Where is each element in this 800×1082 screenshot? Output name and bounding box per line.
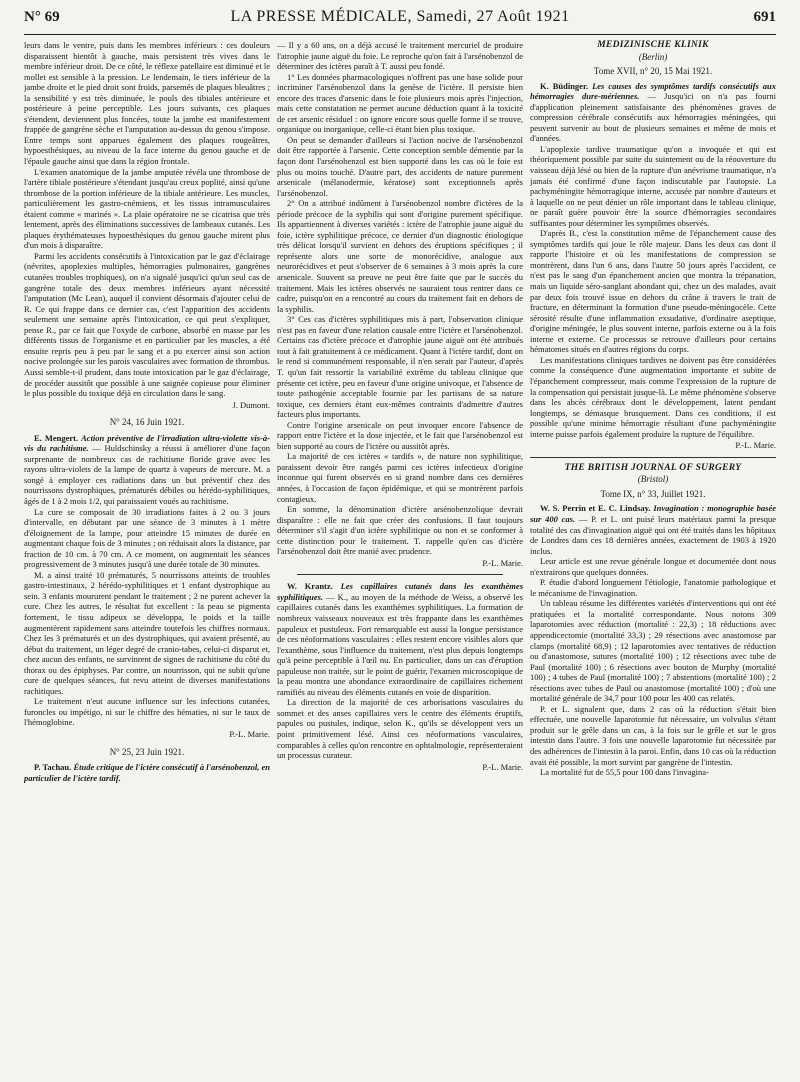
paragraph: Leur article est une revue générale longue et documentée dont nous n'extrairons que quelques données. [530, 556, 776, 577]
paragraph: leurs dans le ventre, puis dans les membres inférieurs : ces douleurs disparaissent bientôt à gauche, mais persistent très vives dans le membre inférieur droit. De ce côté, le réflexe patellaire est diminué et le mollet est sensible à la pression. Le lendemain, le tiers inférieur de la jambe droite et le pied droit sont froids, parsemés de plaques bleuâtres ; la sensibilité y est très diminuée, le pouls des tibiales antérieure et postérieure à peine perceptible. Les jours suivants, ces plaques s'étendent, deviennent plus foncées, toute la jambe est manifestement frappée de gangrène sèche et l'amputation au-dessus du genou s'impose. Entre temps sont apparues également des plaques rougeâtres, hypoesthésiques, au niveau de la face interne du genou gauche et de l'épaule gauche ainsi que dans la région frontale. [24, 40, 270, 167]
paragraph: 2° On a attribué indûment à l'arsénobenzol nombre d'ictères de la période précoce de la syphilis qui sont d'origine purement spécifique. Ils appartiennent à diverses variétés : ictère de l'atrophie jaune aiguë du foie, ictère syphilitique précoce, ce dernier d'un diagnostic étiologique très délicat lorsqu'il survient en dehors des éruptions spécifiques ; il représente alors une sorte de monorécidive, analogue aux neurorécidives et peut s'observer de 6 semaines à 3 mois après la cure arsenicale. Souvent sa preuve ne peut être faite que par le succès du traitement. Mais les ictères observés ne sauraient tous rentrer dans ce cadre, puisqu'on en a rencontré au cours du traitement fait en dehors de la syphilis. [277, 198, 523, 314]
issue-number: N° 69 [24, 9, 60, 25]
article-title: Les capillaires cutanés dans les exanthèmes syphilitiques. [277, 581, 523, 602]
paragraph: La mortalité fut de 55,5 pour 100 dans l'invagina- [540, 767, 709, 778]
article-intro [24, 433, 270, 507]
page-header [24, 6, 776, 35]
signature: P.-L. Marie. [735, 440, 776, 451]
paragraph: — Il y a 60 ans, on a déjà accusé le traitement mercuriel de produire l'atrophie jaune aiguë du foie. Le reproche qu'on fait à l'arsénobenzol de déterminer des ictères paraît à T. aussi peu fondé. [277, 40, 523, 72]
issue-heading: Tome XVII, n° 20, 15 Mai 1921. [593, 66, 713, 77]
article-author: P. Tachau. [34, 762, 72, 773]
article-author: E. Mengert. [34, 432, 79, 443]
paragraph: Un tableau résume les différentes variétés d'interventions qui ont été pratiquées et la mortalité correspondante. Nous notons 309 laparotomies avec réduction (mortalité : 22,3) ; 18 réductions avec appendicectomie (mortalité 33,3) ; 29 résections avec anastomose par clamps (mortalité 68,9) ; 12 laparotomies avec tentatives de réduction ou d'anastomose, sutures (mortalité 100) ; 12 résections avec tube de Paul (mortalité 100) ; 6 résections avec bouton de Murphy (mortalité 100) ; 4 tubes de Paul (mortalité 100) ; 7 abstentions (mortalité 100) ; 2 résections avec tubes de Paul ou anastomose (mortalité 100) ; d'où une mortalité générale de 34,7 pour 100 pour les 400 cas relatés. [530, 598, 776, 704]
divider [297, 574, 503, 575]
article-intro [277, 581, 523, 697]
paragraph: P. et L. signalent que, dans 2 cas où la réduction s'était bien effectuée, une nouvelle laparotomie fut nécessaire, un volvulus s'étant produit sur le grêle dans un cas, à la fois sur le grêle et sur le gros intestin dans l'autre. 3 fois une nouvelle laparotomie fut nécessitée par des adhérences de l'intestin à la paroi. Enfin, dans 10 cas où la réduction avait été possible, la mort survint par gangrène de l'intestin. [530, 703, 776, 767]
paragraph: P. étudie d'abord longuement l'étiologie, l'anatomie pathologique et le mécanisme de l'invagination. [530, 577, 776, 598]
article-text: — P. et L. ont puisé leurs matériaux parmi la presque totalité des cas d'invagination aiguë qui ont été traités dans les hôpitaux de Londres dans ces 18 dernières années, exactement de 1903 à 1920 inclus. [530, 513, 776, 556]
article-title: Les causes des symptômes tardifs consécutifs aux hémorragies dure-mériennes. [530, 80, 776, 102]
journal-name: MEDIZINISCHE KLINIK [597, 40, 709, 50]
paragraph: 3° Ces cas d'ictères syphilitiques mis à part, l'observation clinique n'est pas en faveur d'une relation causale entre l'ictère et l'arsénobenzol. Certains cas d'ictère précoce et d'atrophie jaune aiguë ont été attribués tout à fait gratuitement à ce médicament. Quant à l'ictère tardif, dont on le rend si communément responsable, il n'en serait par l'auteur, d'après T. qu'un fait ressortir la variabilité extrême du tableau clinique que présente cet ictère, peu en faveur d'une origine univoque, et l'absence de toute pathogénie acceptable fournie par les partisans de sa nature toxique, ces derniers étant eux-mêmes contraints d'admettre d'autres facteurs plus importants. [277, 314, 523, 420]
column-3 [530, 40, 776, 1078]
paragraph: Parmi les accidents consécutifs à l'intoxication par le gaz d'éclairage (névrites, apoplexies multiples, hémorragies pulmonaires, gangrènes cutanées troubles trophiques), on n'a signalé jusqu'ici qu'un seul cas de gangrène totale des deux membres inférieurs ayant nécessité l'amputation (Mc Lean), auquel il convient désormais d'ajouter celui de R. Ce qui frappe dans ce dernier cas, c'est l'apparition des accidents seulement une semaine après l'intoxication, ce qui peut s'expliquer, pense R., par ce fait que l'oxyde de carbone, absorbé en masse par les différents tissus de l'organisme et en particulier par les muscles, a été ensuite repris peu à peu par le sang et a pu exercer ainsi son action nocive prolongée sur les parois vasculaires avec formation de thrombus. Aussi semble-t-il prudent, dans toute intoxication par le gaz d'éclairage, de procéder aussitôt que possible à une saignée copieuse pour éliminer le plus possible du toxique déjà en circulation dans le sang. [24, 250, 270, 399]
issue-heading: N° 25, 23 Juin 1921. [109, 746, 185, 757]
paragraph: L'examen anatomique de la jambe amputée révéla une thrombose de l'artère tibiale postérieure s'étendant jusqu'au creux poplité, ainsi qu'une thrombose de la portion inférieure de la tibiale antérieure. Les muscles, particulièrement les gastro-cnémiens, et les tissus intramusculaires étaient comme « marinés ». La plaie opératoire ne se cicatrisa que très lentement, après des éliminations successives de lambeaux cutanés. Les plaques érythémateuses hypoesthésiques du genou gauche mirent plus d'un mois à disparaître. [24, 166, 270, 251]
paragraph: On peut se demander d'ailleurs si l'action nocive de l'arsénobenzol doit être rapportée à l'arsenic. Cette conception semble démentie par la façon dont l'arsénobenzol est bien supporté dans les cas où le foie est plus ou moins touché. D'autre part, des accidents de nature purement arsenicale (mélanodermie, kératose) sont exceptionnels après l'arsénobenzol. [277, 134, 523, 198]
paragraph: Le traitement n'eut aucune influence sur les infections cutanées, furoncles ou impétigo, ni sur le chiffre des hématies, ni sur le taux de l'hémoglobine. [24, 696, 270, 728]
article-text: — K., au moyen de la méthode de Weiss, a observé les capillaires cutanés dans les exanthèmes syphilitiques. La formation de nombreux vaisseaux nouveaux est très frappante dans les exanthèmes papuleux et pustuleux. Fort remarquable est aussi la longue persistance de ces néoformations vasculaires : elles restent encore visibles alors que l'exanthème, sous l'influence du traitement, n'est plus depuis longtemps qu'à peine perceptible à l'œil nu. En particulier, dans un cas d'éruption papuleuse non traitée, sur le point de guérir, l'examen microscopique de la peau montra une abondance extraordinaire de capillaires richement ramifiés au niveau des éléments cutanés en voie de disparition. [277, 591, 523, 697]
paragraph: En somme, la dénomination d'ictère arsénobenzolique devrait disparaître : elle ne fait que créer des confusions. Il faut toujours déterminer s'il s'agit d'un ictère syphilitique ou non et se conformer à cette distinction pour le traitement. T. rappelle qu'en cas d'ictère l'arsénobenzol doit être manié avec prudence. [277, 504, 523, 557]
paragraph: La cure se composait de 30 irradiations faites à 2 ou 3 jours d'intervalle, en débutant par une séance de 3 minutes à 1 mètre d'éloignement de la lampe, pour atteindre 15 minutes de durée en augmentant chaque fois de 3 minutes ; on réduisait alors la distance, par fraction de 10 cm. à 70 cm. A ce moment, on augmentait les séances progressivement de 3 minutes jusqu'à une durée totale de 30 minutes. [24, 506, 270, 570]
paragraph: L'apoplexie tardive traumatique qu'on a invoquée et qui est théoriquement possible par suite du suintement ou de la réouverture du vaisseau déjà lésé ou bien de la rupture d'un anévrisme traumatique, n'a jamais été confirmé d'une façon indiscutable par l'autopsie. La pachyméningite hémorragique interne, accusée par nombre d'auteurs et à laquelle on ne peut dénier un rôle important dans le tableau clinique, ne paraît guère pouvoir être la source d'hémorragies secondaires suffisantes pour déterminer les symptômes observés. [530, 143, 776, 228]
paragraph: M. a ainsi traité 10 prématurés, 5 nourrissons atteints de troubles gastro-intestinaux, 2 hérédo-syphilitiques et 1 enfant dystrophique au sein. 3 enfants moururent pendant le traitement ; 2 ne purent achever la cure. Chez les autres, le résultat fut excellent : la peau se pigmenta fortement, le tissu adipeux se développa, le poids et la taille augmentèrent rapidement sans atteindre toutefois les chiffres normaux. Chez les 3 prématurés et un des dystrophiques, qui avaient présenté, au début du traitement, un léger degré de cranio-tabes, celui-ci disparut et, chez aucun des enfants, ne survinrent de signes de rachitisme du côté du thorax ou des épiphyses. Par contre, un nourrisson, qui ne subit qu'une cure de quelques séances, fut revu atteint de diverses manifestations rachitiques. [24, 569, 270, 696]
issue-heading: N° 24, 16 Juin 1921. [109, 417, 185, 428]
signature: P.-L. Marie. [482, 761, 523, 772]
article-title: Étude critique de l'ictère consécutif à l'arsénobenzol, en particulier de l'ictère tardif. [24, 762, 270, 783]
signature: P.-L. Marie. [482, 557, 523, 568]
paragraph: 1° Les données pharmacologiques n'offrent pas une base solide pour incriminer l'arsénobenzol dans la genèse de l'ictère. Il persiste bien encore des traces d'arsenic dans le foie plusieurs mois après l'injection, mais cette constatation ne permet aucune déduction quant à la toxicité de cet arsenic résiduel : on ignore encore sous quelle forme il se trouve, organique ou inorganique, celle-ci étant bien plus toxique. [277, 71, 523, 135]
column-2 [277, 40, 523, 1078]
article-author: W. S. Perrin et E. C. Lindsay. [540, 503, 651, 514]
issue-heading: Tome IX, n° 33, Juillet 1921. [600, 488, 706, 499]
article-author: K. Büdinger. [540, 80, 589, 91]
signature: P.-L. Marie. [229, 729, 270, 739]
page-number: 691 [753, 9, 776, 25]
article-title: Invagination : monographie basée sur 400 cas. [530, 503, 776, 524]
journal-name: THE BRITISH JOURNAL OF SURGERY [530, 457, 776, 474]
journal-title: LA PRESSE MÉDICALE, Samedi, 27 Août 1921 [230, 8, 570, 25]
article-text: — Jusqu'ici on n'a pas fourni d'application pleinement satisfaisante des phénomènes graves de compression cérébrale consécutifs aux hémorragies méningées, qui peuvent survenir au bout de plusieurs semaines et même de mois et d'années. [530, 91, 776, 144]
signature: J. Dumont. [232, 399, 270, 410]
article-title: Action préventive de l'irradiation ultra-violette vis-à-vis du rachitisme. [24, 432, 270, 454]
article-intro [530, 81, 776, 144]
journal-city: (Berlin) [638, 51, 668, 62]
article-text: — Huldschinsky a réussi à améliorer d'une façon surprenante de nombreux cas de rachitisme floride grave avec les rayons ultra-violets de la lampe de quartz à vapeurs de mercure. M. a songé à employer ces radiations dans un but préventif chez des nourrissons dystrophiques, prématurés débiles ou hérédo-syphilitiques, âgés de 1 à 2 mois 1/2, qui paraissaient voués au rachitisme. [24, 443, 270, 506]
article-intro [24, 762, 270, 783]
paragraph: La majorité de ces ictères « tardifs », de nature non syphilitique, paraissent devoir être rangés parmi ces ictères infectieux d'origine inconnue qui furent observés en si grand nombre dans ces dernières années, à l'occasion de façon épidémique, et qui se montrèrent parfois contagieux. [277, 451, 523, 504]
paragraph: Les manifestations cliniques tardives ne doivent pas être considérées comme la conséquence d'une augmentation importante et subite de l'épanchement compresseur, mais comme l'expression de la rupture de la compensation qui persistait jusque-là. Le même phénomène s'observe dans les abcès cérébraux dont le développement, latent pendant longtemps, se démasque brusquement. Dans ces conditions, il est possible qu'une minime hémorragie résultant d'une pachyméningite interne puisse parfois également produire la rupture de l'équilibre. [530, 354, 776, 439]
column-1 [24, 40, 270, 1078]
paragraph: Contre l'origine arsenicale on peut invoquer encore l'absence de rapport entre l'ictère et la dose injectée, et le fait que l'arsénobenzol est bien supporté au cours de l'ictère ou aussitôt après. [277, 419, 523, 451]
paragraph: D'après B., c'est la constitution même de l'épanchement cause des symptômes tardifs qui joue le rôle majeur. Dans les deux cas dont il rapporte l'histoire et où les manifestations de compression se montrèrent, dans l'un 6 ans, dans l'autre 50 jours après l'accident, ce n'est pas le sang d'un épanchement ancien que montra la trépanation, mais un liquide séro-sanglant abondant qui, chez un des malades, avait par deux fois trouvé issue en dehors du crâne à travers le trait de fracture, en déterminant la formation d'une pseudo-méningocèle. Cette sérosité résulte d'une inflammation exsudative, d'ordinaire aseptique, d'origine méningée, le plus souvent interne, parfois externe ou à la fois interne et externe. Ce processus se retrouve d'ailleurs pour certains hématomes situés en d'autres régions du corps. [530, 228, 776, 355]
article-author: W. Krantz. [287, 581, 333, 592]
article-intro [530, 503, 776, 556]
journal-city: (Bristol) [637, 474, 669, 485]
paragraph: La direction de la majorité de ces arborisations vasculaires du sommet et des anses capillaires vers le centre des éléments éruptifs, papules ou pustules, indique, selon K., qu'ils se développent vers un point primitivement lésé. Ainsi ces néoformations vasculaires, comparables à celles qu'on rencontre en ophtalmologie, représenteraient un processus curateur. [277, 697, 523, 761]
